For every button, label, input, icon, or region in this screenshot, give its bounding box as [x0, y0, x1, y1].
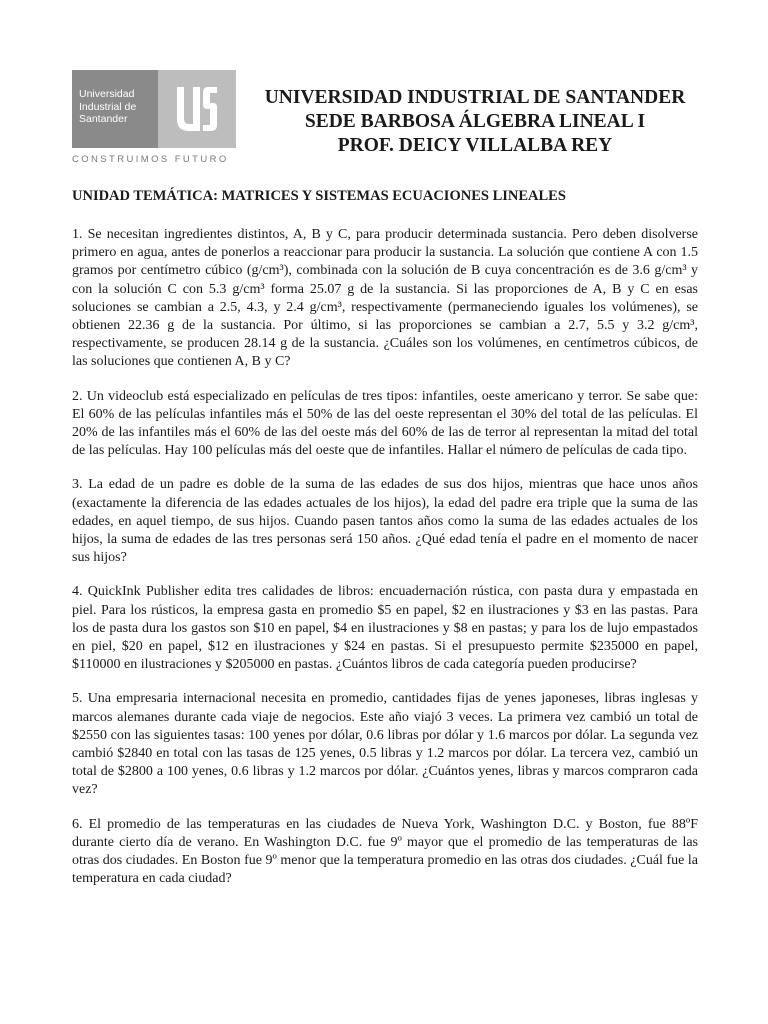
university-name: UNIVERSIDAD INDUSTRIAL DE SANTANDER	[264, 87, 686, 108]
problem-6: 6. El promedio de las temperaturas en las ciudades de Nueva York, Washington D.C. y Boston, fue 88ºF durante cierto día de verano. En Washington D.C. fue 9º mayor que el promedio de las temperaturas de las otras dos ciudades. En Boston fue 9º menor que la temperatura promedio en las otras dos ciudades. ¿Cuál fue la temperatura en cada ciudad?	[72, 816, 698, 887]
logo-graphic	[72, 70, 236, 148]
problem-5: 5. Una empresaria internacional necesita en promedio, cantidades fijas de yenes japoneses, libras inglesas y marcos alemanes durante cada viaje de negocios. Este año viajó 3 veces. La primera vez cambió un total de $2550 con las siguientes tasas: 100 yenes por dólar, 0.6 libras por dólar y 1.6 marcos por dólar. La segunda vez cambió $2840 en total con las tasas de 125 yenes, 0.5 libras y 1.2 marcos por dólar. La tercera vez, cambió un total de $2800 a 100 yenes, 0.6 libras y 1.2 marcos por dólar. ¿Cuántos yenes, libras y marcos compraron cada vez?	[72, 691, 698, 798]
logo-line-1: Universidad	[79, 88, 135, 100]
university-logo	[72, 70, 236, 165]
problem-list	[72, 226, 698, 905]
document-header	[250, 86, 700, 158]
logo-line-2: Industrial de	[79, 100, 137, 113]
uis-emblem-icon	[158, 70, 236, 148]
logo-name-block	[72, 70, 158, 148]
problem-1: 1. Se necesitan ingredientes distintos, A, B y C, para producir determinada sustancia. Pero deben disolverse primero en agua, antes de ponerlos a reaccionar para producir la sustancia. La solución que contiene A con 1.5 gramos por centímetro cúbico (g/cm³), combinada con la solución de B cuya concentración es de 3.6 g/cm³ y con la solución C con 5.3 g/cm³ forma 25.07 g de la sustancia. Si las proporciones de A, B y C en esas soluciones se cambian a 2.5, 4.3, y 2.4 g/cm³, respectivamente (permaneciendo iguales los volúmenes), se obtienen 22.36 g de la sustancia. Por último, si las proporciones se cambian a 2.7, 5.5 y 3.2 g/cm³, respectivamente, se producen 28.14 g de la sustancia. ¿Cuáles son los volúmenes, en centímetros cúbicos, de las soluciones que contienen A, B y C?	[72, 227, 698, 370]
problem-2: 2. Un videoclub está especializado en películas de tres tipos: infantiles, oeste americano y terror. Se sabe que: El 60% de las películas infantiles más el 50% de las del oeste representan el 30% del total de las películas. El 20% de las infantiles más el 60% de las del oeste más del 60% de las de terror al representan la mitad del total de las películas. Hay 100 películas más del oeste que de infantiles. Hallar el número de películas de cada tipo.	[72, 388, 698, 459]
unit-title: UNIDAD TEMÁTICA: MATRICES Y SISTEMAS ECUACIONES LINEALES	[72, 188, 566, 204]
logo-motto: CONSTRUIMOS FUTURO	[72, 154, 229, 165]
problem-4: 4. QuickInk Publisher edita tres calidades de libros: encuadernación rústica, con pasta dura y empastada en piel. Para los rústicos, la empresa gasta en promedio $5 en papel, $2 en ilustraciones y $3 en las pastas. Para los de pasta dura los gastos son $10 en papel, $4 en ilustraciones y $8 en pastas; y para los de lujo empastados en piel, $20 en papel, $12 en ilustraciones y $24 en pastas. Si el presupuesto permite $235000 en papel, $110000 en ilustraciones y $205000 en pastas. ¿Cuántos libros de cada categoría pueden producirse?	[72, 584, 698, 673]
logo-line-3: Santander	[79, 113, 128, 125]
professor-name: PROF. DEICY VILLALBA REY	[337, 135, 613, 156]
problem-3: 3. La edad de un padre es doble de la suma de las edades de sus dos hijos, mientras que hace unos años (exactamente la diferencia de las edades actuales de los hijos), la edad del padre era triple que la suma de las edades, en aquel tiempo, de sus hijos. Cuando pasen tantos años como la suma de las edades actuales de los hijos, la suma de edades de las tres personas será 150 años. ¿Qué edad tenía el padre en el momento de nacer sus hijos?	[72, 477, 698, 566]
campus-course: SEDE BARBOSA ÁLGEBRA LINEAL I	[304, 111, 646, 132]
